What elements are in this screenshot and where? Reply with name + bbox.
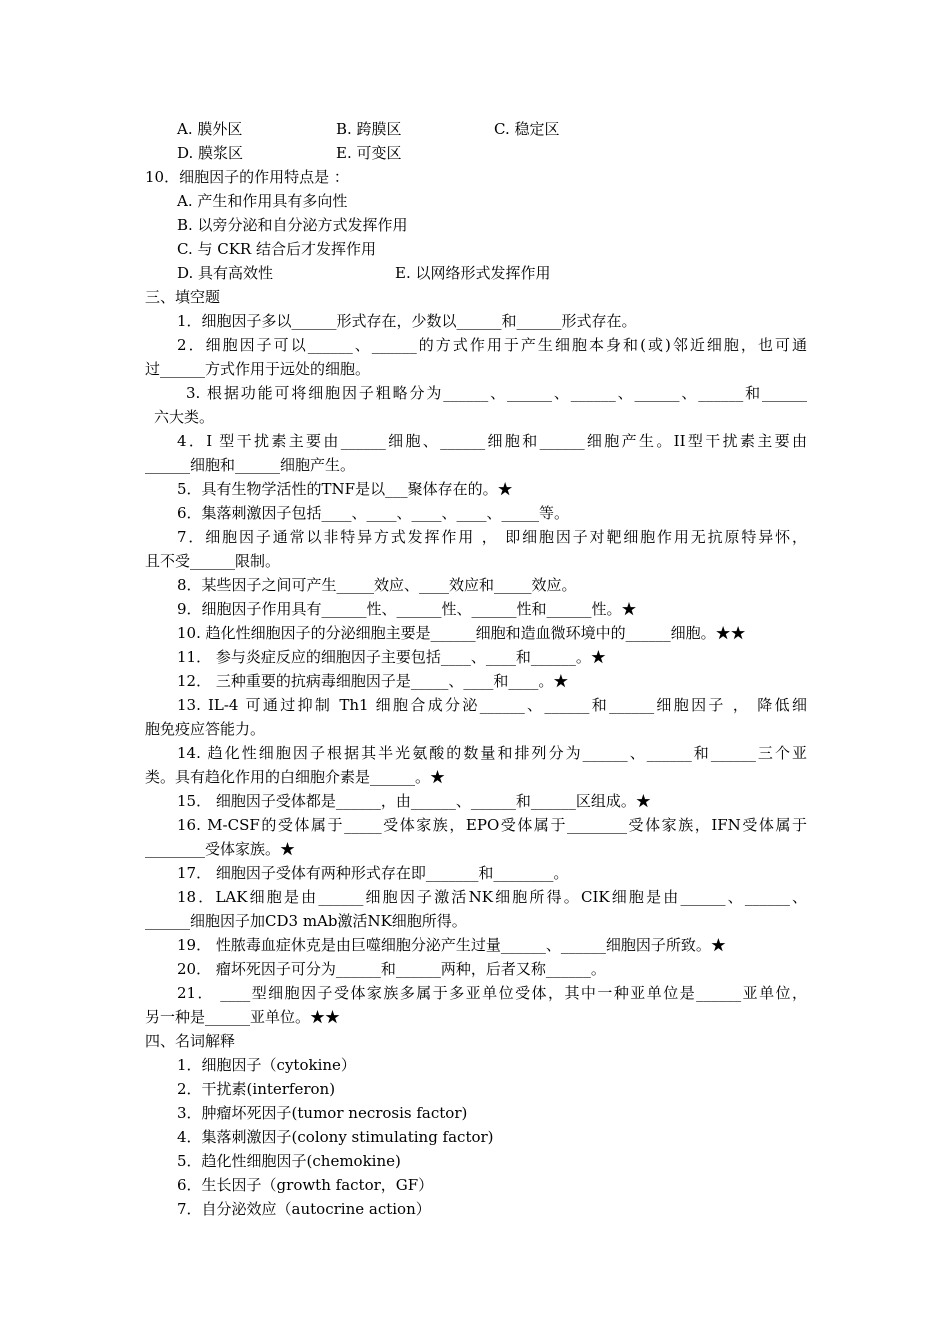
q9-option-b: B. 跨膜区 [336,120,402,138]
q10-option-d: D. 具有高效性 [177,264,274,282]
q10-option-b: B. 以旁分泌和自分泌方式发挥作用 [177,216,408,234]
fill-line: 10. 趋化性细胞因子的分泌细胞主要是______细胞和造血微环境中的______细胞。★★ [177,624,746,642]
q9-option-a: A. 膜外区 [177,120,243,138]
term-item: 5．趋化性细胞因子(chemokine) [177,1152,401,1170]
q10-option-e: E. 以网络形式发挥作用 [395,264,551,282]
q10-stem: 10．细胞因子的作用特点是 ： [145,168,349,186]
fill-line: 过______方式作用于远处的细胞。 [145,360,371,378]
fill-line: 19． 性脓毒血症休克是由巨噬细胞分泌产生过量______、______细胞因子所致。★ [177,936,726,954]
fill-line: 9．细胞因子作用具有______性、______性、______性和______性。★ [177,600,637,618]
fill-line: 6．集落刺激因子包括____、____、____、____、_____等。 [177,504,570,522]
fill-line: 且不受______限制。 [145,552,281,570]
fill-line: 7．细胞因子通常以非特异方式发挥作用 ， 即细胞因子对靶细胞作用无抗原特异怀， [177,528,807,546]
term-item: 2．干扰素(interferon) [177,1080,336,1098]
fill-line: 17． 细胞因子受体有两种形式存在即_______和________。 [177,864,569,882]
fill-line: 11． 参与炎症反应的细胞因子主要包括____、____和______。★ [177,648,606,666]
fill-line: 2．细胞因子可以______、______的方式作用于产生细胞本身和(或)邻近细胞，也可通 [177,336,807,354]
fill-line: 另一种是______亚单位。★★ [145,1008,341,1026]
q9-option-c: C. 稳定区 [494,120,560,138]
q10-option-c: C. 与 CKR 结合后才发挥作用 [177,240,376,258]
q9-option-e: E. 可变区 [336,144,402,162]
fill-line: 8．某些因子之间可产生_____效应、____效应和_____效应。 [177,576,577,594]
fill-line: ______细胞因子加CD3 mAb激活NK细胞所得。 [145,912,467,930]
term-item: 4．集落刺激因子(colony stimulating factor) [177,1128,494,1146]
term-item: 6．生长因子（growth factor，GF） [177,1176,434,1194]
q10-option-a: A. 产生和作用具有多向性 [177,192,348,210]
fill-line: 16. M-CSF的受体属于_____受体家族，EPO受体属于________受体家族，IFN受体属于 [177,816,807,834]
fill-line: 六大类。 [154,408,215,426]
fill-line: 21． ____型细胞因子受体家族多属于多亚单位受体，其中一种亚单位是______亚单位， [177,984,807,1002]
fill-line: 类。具有趋化作用的白细胞介素是______。★ [145,768,446,786]
fill-line: 18．LAK细胞是由______细胞因子激活NK细胞所得。CIK细胞是由______、______、 [177,888,807,906]
fill-line: 4．I 型干扰素主要由______细胞、______细胞和______细胞产生。II型干扰素主要由 [177,432,807,450]
fill-line: 12． 三种重要的抗病毒细胞因子是_____、____和____。★ [177,672,569,690]
fill-line: ______细胞和______细胞产生。 [145,456,356,474]
q9-option-d: D. 膜浆区 [177,144,244,162]
term-item: 1．细胞因子（cytokine） [177,1056,356,1074]
fill-line: 3. 根据功能可将细胞因子粗略分为______、______、______、______、______和______ [186,384,807,402]
term-item: 3．肿瘤坏死因子(tumor necrosis factor) [177,1104,468,1122]
fill-line: ________受体家族。★ [145,840,296,858]
fill-line: 15． 细胞因子受体都是______，由______、______和______区组成。★ [177,792,651,810]
fill-line: 胞免疫应答能力。 [145,720,266,738]
fill-line: 14. 趋化性细胞因子根据其半光氨酸的数量和排列分为______、______和______三个亚 [177,744,807,762]
term-item: 7．自分泌效应（autocrine action） [177,1200,431,1218]
section3-heading: 三、填空题 [145,288,221,306]
fill-line: 20． 瘤坏死因子可分为______和______两种，后者又称______。 [177,960,606,978]
fill-line: 5．具有生物学活性的TNF是以___聚体存在的。★ [177,480,513,498]
section4-heading: 四、名词解释 [145,1032,236,1050]
fill-line: 1．细胞因子多以______形式存在，少数以______和______形式存在。 [177,312,637,330]
fill-line: 13. IL-4 可通过抑制 Th1 细胞合成分泌______、______和______细胞因子 ， 降低细 [177,696,807,714]
